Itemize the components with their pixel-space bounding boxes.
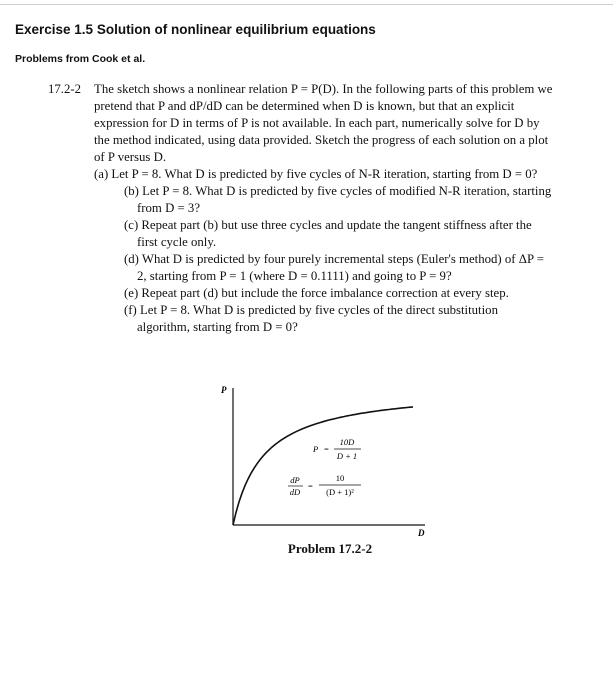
- eq2-lhs-denominator: dD: [289, 487, 301, 497]
- problem-part-e: (e) Repeat part (d) but include the force imbalance correction at every step.: [124, 286, 509, 300]
- problem-part-b: (b) Let P = 8. What D is predicted by five cycles of modified N-R iteration, starting from D = 3?: [124, 184, 552, 215]
- problem-intro: The sketch shows a nonlinear relation P = P(D). In the following parts of this problem we pretend that P and dP/dD can be determined when D is known, but that an explicit expression for D in terms of P is not available. In each part, numerically solve for D by the method indicated, using data provided. Sketch the progress of each solution on a plot of P versus D.: [94, 82, 553, 164]
- problem-number: 17.2-2: [48, 82, 82, 96]
- figure-sketch: [213, 380, 433, 540]
- problem-part-c: (c) Repeat part (b) but use three cycles and update the tangent stiffness after the first cycle only.: [124, 218, 532, 249]
- eq1-equals: =: [324, 444, 329, 454]
- problem-body: [94, 81, 553, 336]
- problem-block: [48, 81, 553, 336]
- eq2-equals: =: [308, 481, 313, 491]
- x-axis-label: D: [418, 528, 425, 538]
- problem-part-f: (f) Let P = 8. What D is predicted by five cycles of the direct substitution algorithm, starting from D = 0?: [124, 303, 498, 334]
- exercise-subtitle: Problems from Cook et al.: [15, 53, 146, 65]
- eq1-denominator: D + 1: [336, 451, 358, 461]
- equation-p: [312, 437, 361, 461]
- eq2-lhs-numerator: dP: [290, 475, 300, 485]
- eq2-numerator: 10: [335, 473, 345, 483]
- eq2-denominator: (D + 1)²: [326, 487, 354, 497]
- eq1-lhs: P: [313, 444, 319, 454]
- top-rule: [0, 4, 613, 5]
- p-d-curve: [233, 407, 413, 525]
- exercise-title: Exercise 1.5 Solution of nonlinear equilibrium equations: [15, 22, 376, 37]
- sketch-svg: [213, 380, 433, 540]
- problem-part-a: (a) Let P = 8. What D is predicted by five cycles of N-R iteration, starting from D = 0?: [94, 167, 538, 181]
- equation-dpdd: [288, 473, 361, 497]
- y-axis-label: P: [221, 385, 227, 395]
- figure-caption: Problem 17.2-2: [287, 541, 373, 556]
- problem-part-d: (d) What D is predicted by four purely incremental steps (Euler's method) of ΔP = 2, starting from P = 1 (where D = 0.1111) and going to P = 9?: [124, 252, 545, 283]
- eq1-numerator: 10D: [339, 437, 355, 447]
